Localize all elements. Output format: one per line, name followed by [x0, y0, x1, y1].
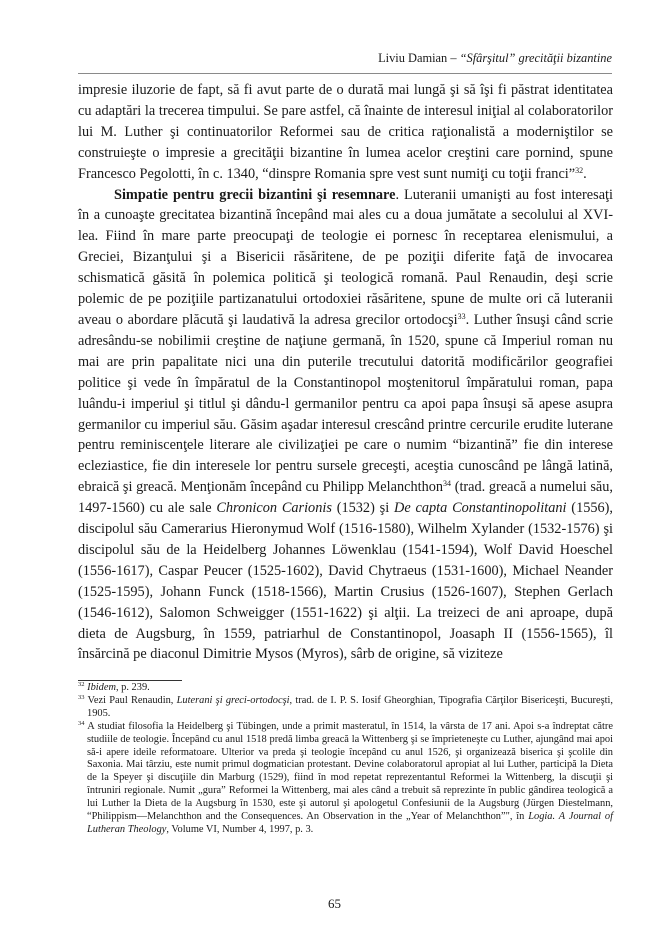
paragraph-2-text-d: (1532) şi [331, 500, 395, 517]
footnote-ref-34[interactable]: 34 [443, 479, 452, 489]
paragraph-2 [78, 185, 613, 666]
paragraph-2-text-e: (1556), discipolul său Camerarius Hieronymud Wolf (1516-1580), Wilhelm Xylander (1532-1576) şi discipolul său de la Heidelberg Johannes Löwenklau (1541-1594), Wolf David Hoeschel (1556-1617), Caspar Peucer (1525-1602), David Chytraeus (1531-1600), Michael Neander (1525-1595), Johann Funck (1518-1566), Martin Crusius (1526-1607), Stephen Gerlach (1546-1612), Salomon Schweigger (1551-1622) şi alţii. La treizeci de ani aproape, după dieta de Augsburg, în 1559, patriarhul de Constantinopol, Joasaph II (1556-1565), îl însărcină pe diaconul Dimitrie Mysos (Myros), sârb de origine, să viziteze [78, 500, 613, 663]
work-title-de-capta: De capta Constantinopolitani [394, 500, 567, 517]
paragraph-1-text: impresie iluzorie de fapt, să fi avut parte de o durată mai lungă şi să îşi fi păstrat identitatea cu adaptări la trecerea timpului. Se pare astfel, că înainte de interesul iniţial al colaboratorilor lui M. Luther şi continuatorilor Reformei sau de critica raţionalistă a moderniştilor se construieşte o impresie a grecităţii bizantine în lumea acelor creştini care pornind, spune Francesco Pegolotti, în c. 1340, “dinspre Romania spre vest sunt numiţi cu toţii franci” [78, 82, 613, 182]
footnote-34-text-a: A studiat filosofia la Heidelberg şi Tübingen, unde a primit masteratul, în 1514, la vârsta de 17 ani. Apoi s-a îndreptat către studiile de teologie. Începând cu anul 1518 predă limba greacă la Wittenberg şi se împrieteneşte cu Luther, ajungând mai apoi să-i apere ideile reformatoare. Ulterior va preda şi teologie începând cu anul 1526, şi organizează biserica şi şcolile din Saxonia. Mai târziu, este numit primul dogmatician protestant. Devine colaboratorul apropiat al lui Luther, participă la Dieta de la Speyer şi discuţiile din Marburg (1529), fiind în mod repetat reprezentantul Reformei la Wittenberg, la discuţii şi întruniri regionale. Numit „gura” Reformei la Wittenberg, mai ales când a trebuit să reprezinte în public gândirea teologică a lui Luther la Dieta de la Augsburg în 1530, este şi autorul şi apologetul Confesiunii de la Augsburg (Jürgen Diestelmann, “Philippism—Melanchthon and the Consequences. An Observation in the „Year of Melanchthon”", în [84, 720, 613, 823]
footnote-ref-32[interactable]: 32 [575, 165, 584, 175]
footnote-33-italic: Luterani şi greci-ortodocşi [176, 694, 290, 706]
paragraph-2-text-b: . Luther însuşi când scrie adresându-se nobilimii creştine de naţiune germană, în 1520, spune că Imperiul roman nu mai are prin papalitate nici una din puterile trecutului datorită modificărilor geografiei politice şi vede în împăratul de la Constantinopol moştenitorul împăratului roman, papa luându-i imperiul şi titlul şi dându-l germanilor pentru ca apoi papa însuşi să apese asupra germanilor cu imperiul său. Găsim aşadar interesul crescând printre cercurile erudite luterane pentru reminiscenţele literare ale civilizaţiei pe care o numim “bizantină” fie din interese ecleziastice, fie din interesele lor pentru sursele greceşti, aceştia cunoscând pe lângă latină, ebraică şi greacă. Menţionăm începând cu Philipp Melanchthon [78, 311, 613, 496]
footnote-34-italic: Logia. A Journal of Lutheran Theology [87, 811, 614, 835]
footnote-33-text-a: Vezi Paul Renaudin, [84, 694, 177, 706]
header-rule [78, 73, 612, 74]
footnote-34 [78, 721, 613, 837]
running-header [78, 51, 612, 67]
footnote-32 [78, 682, 613, 695]
paragraph-2-text-c: (trad. greacă a numelui său, 1497-1560) cu ale sale [78, 479, 614, 517]
paragraph-1 [78, 80, 613, 185]
main-text [78, 80, 613, 665]
footnote-33-number: 33 [78, 693, 85, 701]
paragraph-1-end: . [583, 165, 587, 182]
page-number: 65 [328, 896, 341, 911]
section-heading: Simpatie pentru grecii bizantini şi resemnare [114, 186, 396, 203]
footnote-33-text-b: , trad. de I. P. S. Iosif Gheorghian, Tipografia Cărţilor Bisericeşti, Bucureşti, 1905. [87, 694, 613, 719]
footnote-34-number: 34 [78, 719, 85, 727]
footnote-32-number: 32 [78, 681, 85, 688]
footnote-ref-33[interactable]: 33 [457, 311, 466, 321]
header-author: Liviu Damian – [378, 51, 460, 65]
footnote-34-text-b: , Volume VI, Number 4, 1997, p. 3. [166, 823, 314, 835]
footnote-32-text: , p. 239. [115, 682, 150, 693]
footnotes [78, 682, 613, 837]
work-title-chronicon: Chronicon Carionis [216, 500, 332, 517]
footnote-32-italic: Ibidem [87, 682, 116, 693]
footnote-separator [78, 680, 182, 681]
paragraph-2-text-a: . Luteranii umanişti au fost interesaţi în a cunoaşte grecitatea bizantină începând mai ales cu a doua jumătate a secolului al XVI-lea. Fiind în mare parte preocupaţi de teologie ei pornesc în receptarea elenismului, a Greciei, Bizanţului şi a Bisericii răsăritene, de pe poziţii diferite faţă de invocarea schismatică găsită în polemica politică şi teologică romană. Paul Renaudin, deşi scrie polemic de pe poziţiile partizanatului ortodoxiei răsăritene, spune de multe ori că luteranii aveau o abordare plăcută şi laudativă la adresa grecilor ortodocşi [78, 186, 613, 328]
footnote-33 [78, 695, 613, 721]
header-title: “Sfârşitul” grecităţii bizantine [459, 51, 612, 65]
